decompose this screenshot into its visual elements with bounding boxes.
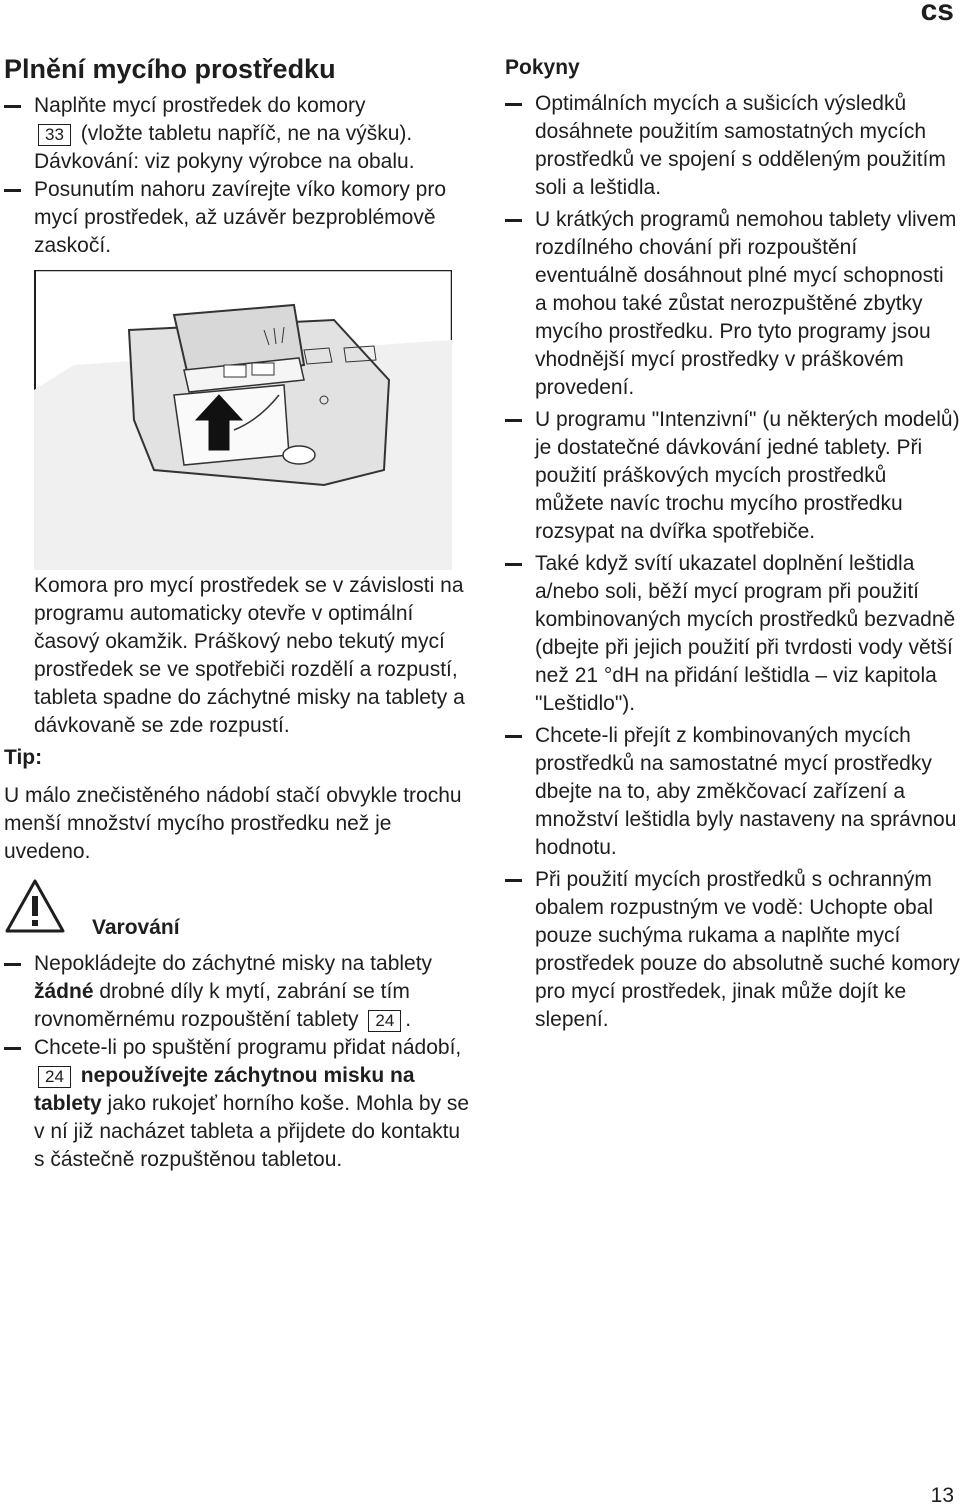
note-item: U programu "Intenzivní" (u některých modelů) je dostatečné dávkování jedné tablety. Při použití práškových mycích prostředků můžete navíc trochu mycího prostředku rozsypat na dvířka spotřebiče. bbox=[505, 406, 960, 546]
page-number: 13 bbox=[930, 1484, 954, 1507]
warning-item bbox=[4, 1034, 474, 1174]
warning-item bbox=[4, 950, 474, 1034]
language-code: cs bbox=[920, 0, 954, 27]
tip-text: U málo znečistěného nádobí stačí obvykle trochu menší množství mycího prostředku než je uvedeno. bbox=[4, 784, 462, 863]
warning-text-cont: drobné díly k mytí, zabrání se tím rovnoměrnému rozpouštění tablety bbox=[34, 980, 410, 1031]
warning-emphasis: žádné bbox=[34, 980, 94, 1003]
warning-triangle-icon bbox=[4, 878, 66, 942]
tip-label: Tip: bbox=[4, 746, 43, 769]
instruction-list bbox=[4, 92, 474, 260]
right-column bbox=[505, 52, 960, 1038]
note-item: Optimálních mycích a sušicích výsledků dosáhnete použitím samostatných mycích prostředků ve spojení s odděleným použitím soli a leštidla. bbox=[505, 90, 960, 202]
warning-text: Nepokládejte do záchytné misky na tablety bbox=[34, 952, 433, 975]
warning-label: Varování bbox=[92, 916, 180, 939]
note-item: Také když svítí ukazatel doplnění leštidla a/nebo soli, běží mycí program při použití kombinovaných mycích prostředků bezvadně (dbejte při jejich použití při tvrdosti vody větší než 21 °dH na přidání leštidla – viz kapitola "Leštidlo"). bbox=[505, 550, 960, 718]
section-title: Plnění mycího prostředku bbox=[4, 54, 336, 84]
figure-ref-box: 24 bbox=[368, 1010, 401, 1032]
list-item-text: Naplňte mycí prostředek do komory bbox=[34, 94, 366, 117]
caption-text: Komora pro mycí prostředek se v závislosti na programu automaticky otevře v optimální časový okamžik. Práškový nebo tekutý mycí prostředek se ve spotřebiči rozdělí a rozpustí, tableta spadne do záchytné misky na tablety a dávkovaně se zde rozpustí. bbox=[34, 574, 465, 737]
left-column bbox=[4, 52, 474, 1174]
figure-ref-box: 24 bbox=[38, 1066, 71, 1088]
list-item-text-cont: (vložte tabletu napříč, ne na výšku). Dávkování: viz pokyny výrobce na obalu. bbox=[34, 122, 415, 173]
list-item bbox=[4, 92, 474, 176]
note-item: Při použití mycích prostředků s ochranným obalem rozpustným ve vodě: Uchopte obal pouze suchýma rukama a naplňte mycí prostředek pouze do absolutně suché komory pro mycí prostředek, jinak může dojít ke slepení. bbox=[505, 866, 960, 1034]
note-item: Chcete-li přejít z kombinovaných mycích prostředků na samostatné mycí prostředky dbejte na to, aby změkčovací zařízení a množství leštidla byly nastaveny na správnou hodnotu. bbox=[505, 722, 960, 862]
notes-title: Pokyny bbox=[505, 56, 580, 79]
warning-text-end: . bbox=[405, 1008, 412, 1031]
illustration-svg bbox=[34, 270, 452, 570]
figure-ref-box: 33 bbox=[38, 124, 71, 146]
note-item: U krátkých programů nemohou tablety vlivem rozdílného chování při rozpouštění eventuálně dosáhnout plné mycí schopnosti a mohou také zůstat nerozpuštěné zbytky mycího prostředku. Pro tyto programy jsou vhodnější mycí prostředky v práškovém provedení. bbox=[505, 206, 960, 402]
notes-list bbox=[505, 90, 960, 1034]
detergent-compartment-illustration bbox=[34, 270, 452, 570]
warning-list bbox=[4, 950, 474, 1174]
warning-emphasis: nepoužívejte záchytnou misku na tablety bbox=[34, 1064, 415, 1115]
warning-text: Chcete-li po spuštění programu přidat nádobí, bbox=[34, 1036, 462, 1059]
warning-text-cont: jako rukojeť horního koše. Mohla by se v ní již nacházet tableta a přijdete do kontaktu s částečně rozpuštěnou tabletou. bbox=[34, 1092, 470, 1171]
warning-header bbox=[4, 880, 474, 942]
list-item: Posunutím nahoru zavírejte víko komory pro mycí prostředek, až uzávěr bezproblémově zaskočí. bbox=[4, 176, 474, 260]
